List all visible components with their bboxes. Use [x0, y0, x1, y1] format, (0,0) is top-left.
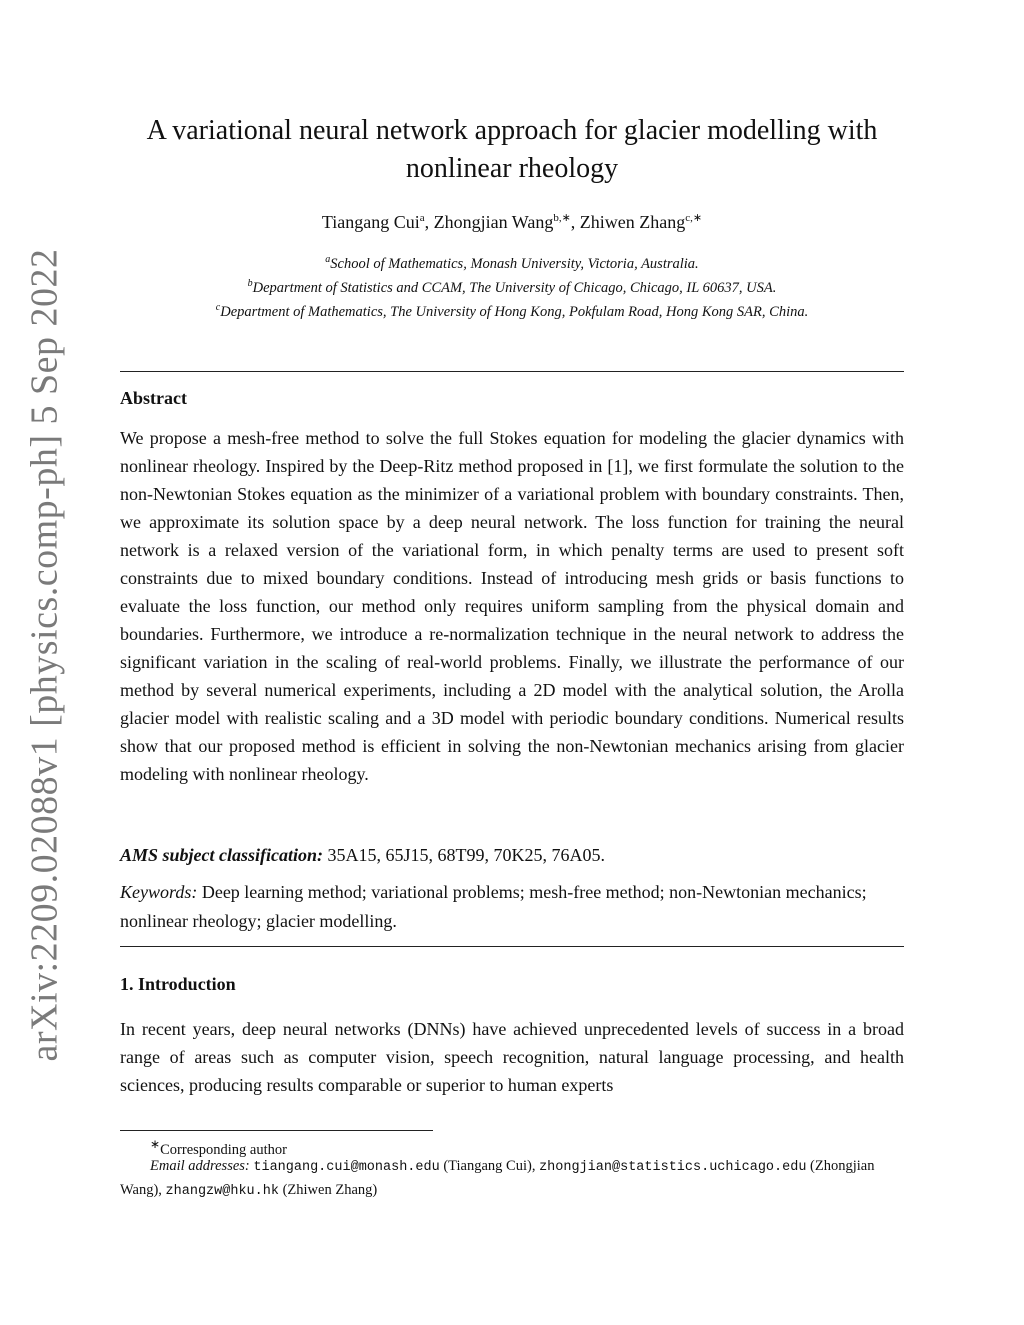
title-line-1: A variational neural network approach for glacier modelling with	[146, 115, 878, 146]
footnote-rule	[120, 1130, 433, 1131]
email-owner: (Tiangang Cui),	[443, 1158, 536, 1174]
keywords	[120, 878, 904, 936]
ams-classification	[120, 845, 904, 866]
title-line-2: nonlinear rheology	[405, 153, 619, 184]
affiliation	[120, 274, 904, 298]
author-name: Zhongjian Wang	[433, 212, 554, 232]
corresponding-mark: ∗	[150, 1137, 161, 1151]
ams-label: AMS subject classification:	[120, 845, 324, 865]
email-label: Email addresses:	[150, 1158, 250, 1174]
affiliation	[120, 250, 904, 274]
affil-mark: c	[215, 301, 221, 313]
arxiv-id: arXiv:2209.02088v1 [physics.comp-ph] 5 Sep 2022	[23, 248, 65, 1062]
email-owner: (Zhongjian Wang),	[120, 1158, 875, 1198]
keywords-label: Keywords:	[120, 882, 198, 902]
affiliation-list	[120, 250, 904, 321]
introduction-text: In recent years, deep neural networks (DNNs) have achieved unprecedented levels of success in a broad range of areas such as computer vision, speech recognition, natural language processing, and health sciences, producing results comparable or superior to human experts	[120, 1019, 904, 1095]
corresponding-text: Corresponding author	[160, 1141, 287, 1158]
keywords-value: Deep learning method; variational problems; mesh-free method; non-Newtonian mechanics; nonlinear rheology; glacier modelling.	[120, 882, 867, 931]
affil-mark: b	[247, 277, 253, 289]
introduction-heading: 1. Introduction	[120, 974, 236, 994]
abstract-heading: Abstract	[120, 388, 187, 408]
affil-text: School of Mathematics, Monash University, Victoria, Australia.	[330, 255, 699, 272]
paper-title	[120, 112, 904, 188]
author-affil-mark: b,∗	[553, 212, 571, 224]
author-name: Zhiwen Zhang	[579, 212, 686, 232]
ams-value: 35A15, 65J15, 68T99, 70K25, 76A05.	[327, 845, 606, 865]
author-list: Tiangang Cui$^a$, Zhongjian Wang$^{b,∗}$, Zhiwen Zhang$^{c,∗}$	[321, 212, 703, 232]
email-link[interactable]: zhongjian@statistics.uchicago.edu	[539, 1160, 807, 1175]
top-rule	[120, 371, 904, 372]
bottom-rule	[120, 946, 904, 947]
author-affil-mark: a	[419, 212, 425, 224]
arxiv-stamp	[14, 248, 74, 1062]
author-affil-mark: c,∗	[685, 212, 703, 224]
affil-mark: a	[325, 254, 331, 265]
author-name: Tiangang Cui	[321, 212, 420, 232]
affil-text: Department of Mathematics, The University of Hong Kong, Pokfulam Road, Hong Kong SAR, China.	[220, 303, 809, 320]
email-link[interactable]: tiangang.cui@monash.edu	[253, 1160, 440, 1175]
affil-text: Department of Statistics and CCAM, The University of Chicago, Chicago, IL 60637, USA.	[252, 279, 777, 296]
email-footnote	[120, 1155, 904, 1203]
abstract-text: We propose a mesh-free method to solve the full Stokes equation for modeling the glacier dynamics with nonlinear rheology. Inspired by the Deep-Ritz method proposed in [1], we first formulate the solution to the non-Newtonian Stokes equation as the minimizer of a variational problem with boundary constraints. Then, we approximate its solution space by a deep neural network. The loss function for training the neural network is a relaxed version of the variational form, in which penalty terms are used to present soft constraints due to mixed boundary conditions. Instead of introducing mesh grids or basis functions to evaluate the loss function, our method only requires uniform sampling from the physical domain and boundaries. Furthermore, we introduce a re-normalization technique in the neural network to address the significant variation in the scaling of real-world problems. Finally, we illustrate the performance of our method by several numerical experiments, including a 2D model with the analytical solution, the Arolla glacier model with realistic scaling and a 3D model with periodic boundary conditions. Numerical results show that our proposed method is efficient in solving the non-Newtonian mechanics arising from glacier modeling with nonlinear rheology.	[120, 428, 904, 784]
email-owner: (Zhiwen Zhang)	[282, 1182, 378, 1198]
email-link[interactable]: zhangzw@hku.hk	[165, 1184, 279, 1199]
affiliation	[120, 298, 904, 322]
